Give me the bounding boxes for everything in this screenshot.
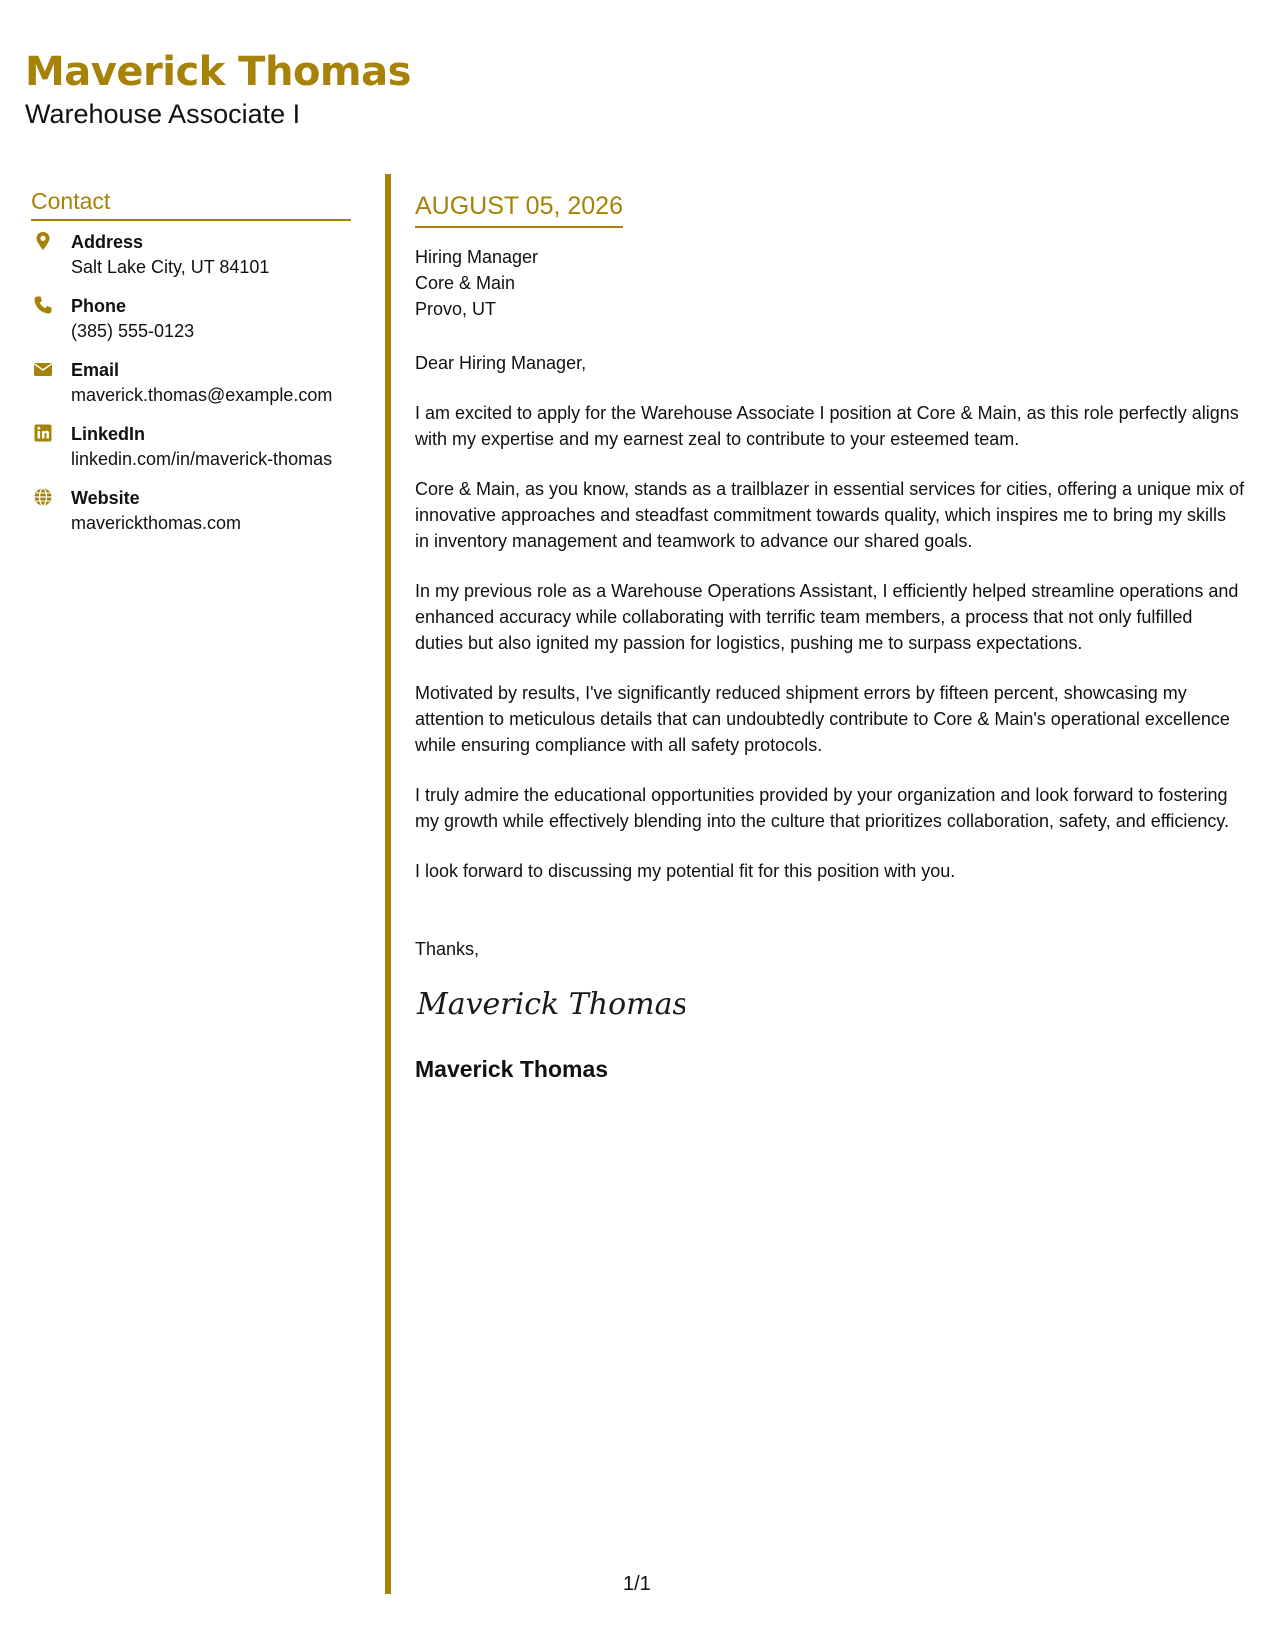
- linkedin-label: LinkedIn: [71, 424, 146, 444]
- applicant-title: Warehouse Associate I: [25, 99, 301, 129]
- contact-item-phone: [31, 294, 351, 344]
- address-label: Address: [71, 232, 144, 252]
- contact-sidebar: [31, 186, 351, 550]
- contact-item-address: [31, 230, 351, 280]
- closing: Thanks,: [415, 939, 480, 959]
- paragraph: In my previous role as a Warehouse Operations Assistant, I efficiently helped streamline operations and enhanced accuracy while collaborating with terrific team members, a process that not only fulfilled duties but also ignited my passion for logistics, pushing me to surpass expectations.: [415, 581, 1239, 653]
- applicant-name: Maverick Thomas: [25, 49, 411, 95]
- globe-icon: [33, 487, 53, 507]
- contact-item-website: [31, 486, 351, 536]
- email-value: maverick.thomas@example.com: [71, 385, 333, 405]
- contact-item-email: [31, 358, 351, 408]
- paragraph: Core & Main, as you know, stands as a trailblazer in essential services for cities, offering a unique mix of innovative approaches and steadfast commitment towards quality, which inspires me to bring my skills in inventory management and teamwork to advance our shared goals.: [415, 479, 1245, 551]
- paragraph: I am excited to apply for the Warehouse Associate I position at Core & Main, as this role perfectly aligns with my expertise and my earnest zeal to contribute to your esteemed team.: [415, 403, 1239, 449]
- linkedin-icon: [33, 423, 53, 443]
- signed-name: Maverick Thomas: [415, 1056, 609, 1082]
- recipient-line: Core & Main: [415, 273, 516, 293]
- salutation: Dear Hiring Manager,: [415, 353, 587, 373]
- header: [25, 48, 411, 130]
- paragraph: I truly admire the educational opportunities provided by your organization and look forward to fostering my growth while effectively blending into the culture that prioritizes collaboration, safety, and efficiency.: [415, 785, 1230, 831]
- contact-heading: Contact: [31, 186, 351, 221]
- map-pin-icon: [33, 231, 53, 251]
- phone-icon: [33, 295, 53, 315]
- website-value: maverickthomas.com: [71, 513, 242, 533]
- paragraph: I look forward to discussing my potential fit for this position with you.: [415, 861, 956, 881]
- linkedin-value: linkedin.com/in/maverick-thomas: [71, 449, 333, 469]
- email-label: Email: [71, 360, 120, 380]
- signature-text: Maverick Thomas: [417, 987, 685, 1022]
- recipient-line: Provo, UT: [415, 299, 497, 319]
- contact-item-linkedin: [31, 422, 351, 472]
- website-label: Website: [71, 488, 140, 508]
- letter-date: AUGUST 05, 2026: [415, 190, 623, 228]
- vertical-divider: [385, 174, 391, 1594]
- phone-label: Phone: [71, 296, 127, 316]
- paragraph: Motivated by results, I've significantly reduced shipment errors by fifteen percent, showcasing my attention to meticulous details that can undoubtedly contribute to Core & Main's operational excellence while ensuring compliance with all safety protocols.: [415, 683, 1230, 755]
- signature-graphic: [415, 982, 685, 1024]
- handwritten-signature: [415, 982, 1245, 1029]
- recipient-block: [415, 244, 1245, 322]
- contact-list: [31, 230, 351, 536]
- page-number: 1/1: [623, 1573, 651, 1595]
- phone-value: (385) 555-0123: [71, 321, 195, 341]
- address-value: Salt Lake City, UT 84101: [71, 257, 270, 277]
- letter-body: [415, 190, 1245, 1083]
- recipient-line: Hiring Manager: [415, 247, 539, 267]
- envelope-icon: [33, 359, 53, 379]
